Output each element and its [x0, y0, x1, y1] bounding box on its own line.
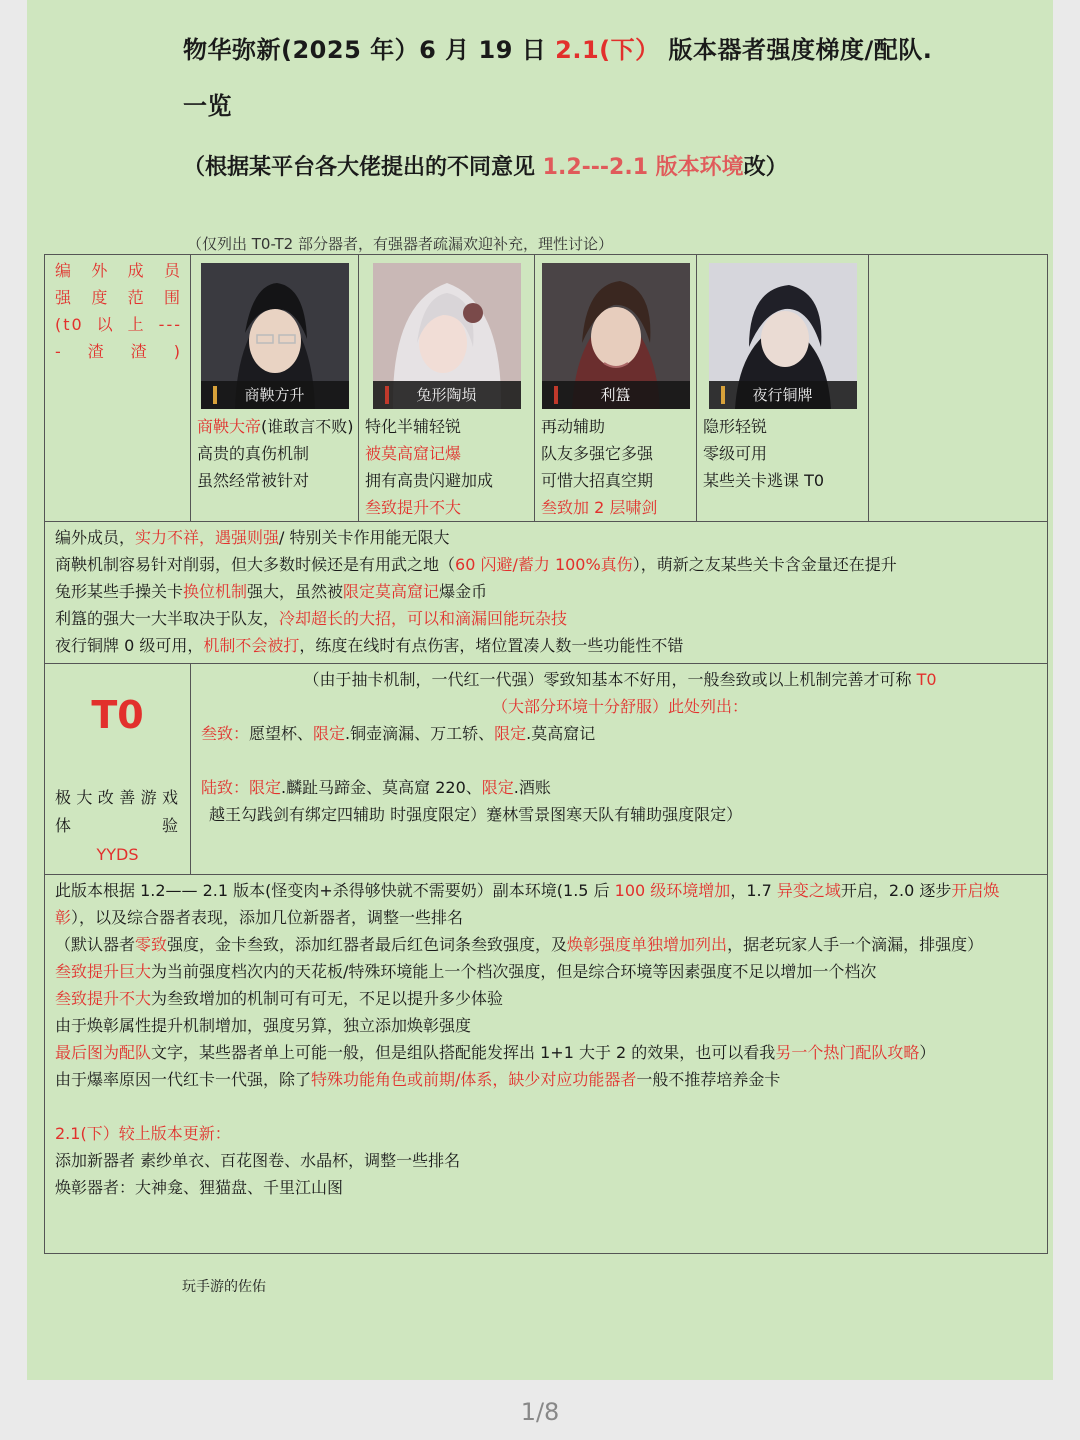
- tier-table: [44, 254, 1048, 1254]
- text-highlight: 叁致提升不大: [55, 989, 152, 1008]
- desc-line: 某些关卡逃课 T0: [703, 471, 825, 490]
- card-name: 商鞅方升: [201, 381, 349, 409]
- note-line: [55, 524, 1037, 551]
- tier-content: [191, 664, 1047, 828]
- text-run: 此版本根据 1.2—— 2.1 版本(怪变肉+杀得够快就不需要奶）副本环境(1.5 后: [55, 881, 615, 900]
- subtitle-pre: （根据某平台各大佬提出的不同意见: [183, 155, 543, 180]
- subtitle-version: 1.2---2.1 版本环境: [542, 155, 744, 180]
- text-run: 爆金币: [439, 582, 488, 601]
- note-line: [55, 632, 1037, 659]
- card-description: [359, 409, 534, 521]
- document-page: [27, 0, 1053, 1380]
- text-run: 文字，某些器者单上可能一般，但是组队搭配能发挥出 1+1 大于 2 的效果，也可以看我: [151, 1043, 776, 1062]
- text-run: / 特别关卡作用能无限大: [279, 528, 450, 547]
- page-title: [183, 22, 943, 134]
- limited-tag: 限定: [481, 778, 514, 797]
- card-description: [191, 409, 358, 494]
- text-highlight: T0: [916, 670, 937, 689]
- text-highlight: 限定莫高窟记: [343, 582, 440, 601]
- spacer: [55, 1093, 1037, 1120]
- text-highlight: 另一个热门配队攻略: [775, 1043, 920, 1062]
- item-text: .莫高窟记: [526, 724, 596, 743]
- empty-cell: [869, 255, 1048, 522]
- text-run: 为当前强度档次内的天花板/特殊环境能上一个档次强度，但是综合环境等因素强度不足以增加一个档次: [151, 962, 877, 981]
- note-line: [55, 931, 1037, 958]
- note-line: [55, 1039, 1037, 1066]
- page-indicator: 1/8: [520, 1398, 560, 1426]
- card-name: 夜行铜牌: [709, 381, 857, 409]
- text-highlight: 零致: [135, 935, 168, 954]
- tier-label: T0: [91, 693, 144, 737]
- text-highlight: 60 闪避/蓄力 100%真伤: [455, 555, 633, 574]
- card-cell: [359, 255, 535, 522]
- text-run: 一般不推荐培养金卡: [636, 1070, 781, 1089]
- desc-highlight: 商鞅大帝: [197, 417, 262, 436]
- text-run: 强大，虽然被: [247, 582, 344, 601]
- text-run: 夜行铜牌 0 级可用，: [55, 636, 204, 655]
- desc-line: 可惜大招真空期: [541, 471, 654, 490]
- spacer: [201, 747, 1039, 774]
- text-highlight: 焕彰强度单独增加列出: [567, 935, 728, 954]
- text-highlight: 100 级环境增加: [614, 881, 731, 900]
- tier-label-cell: [45, 664, 190, 874]
- item-text: .铜壶滴漏、万工轿、: [345, 724, 495, 743]
- text-highlight: 冷却超长的大招，可以和滴漏回能玩杂技: [279, 609, 568, 628]
- subtitle-post: 改）: [743, 155, 788, 180]
- desc-line: 被莫高窟记爆: [365, 444, 462, 463]
- note-line: [55, 578, 1037, 605]
- card-description: [697, 409, 868, 494]
- note-line: [55, 877, 1037, 931]
- limited-tag: 限定: [249, 778, 282, 797]
- desc-line: 特化半辅轻锐: [365, 417, 462, 436]
- desc-line: 再动辅助: [541, 417, 606, 436]
- notes-row: [45, 875, 1048, 1254]
- tier-t0-row: [45, 664, 1048, 875]
- text-run: ），以及综合器者表现，添加几位新器者，调整一些排名: [71, 908, 464, 927]
- title-rest: 版本器者强度梯度/配队.一览: [183, 36, 933, 120]
- text-run: 强度，金卡叁致，添加红器者最后红色词条叁致强度，及: [167, 935, 568, 954]
- desc-line: 零级可用: [703, 444, 768, 463]
- desc-text: (谁敢言不败): [261, 417, 354, 436]
- limited-tag: 限定: [494, 724, 527, 743]
- text-highlight: 异变之域: [776, 881, 841, 900]
- text-highlight: 叁致提升巨大: [55, 962, 152, 981]
- text-highlight: 特殊功能角色或前期/体系，缺少对应功能器者: [311, 1070, 637, 1089]
- tier-lu-list: [201, 774, 1039, 801]
- text-highlight: 开启焕彰: [55, 881, 1000, 927]
- desc-line: 拥有高贵闪避加成: [365, 471, 494, 490]
- author-name: 玩手游的佐佑: [182, 1279, 266, 1295]
- text-highlight: 实力不祥，遇强则强: [135, 528, 280, 547]
- version-notes: [45, 875, 1047, 1205]
- text-run: ，1.7: [730, 881, 777, 900]
- card-name: 兔形陶埙: [373, 381, 521, 409]
- card-description: [535, 409, 696, 521]
- desc-line: 高贵的真伤机制: [197, 444, 310, 463]
- desc-line: 叁致提升不大: [365, 498, 462, 517]
- text-run: （由于抽卡机制，一代红一代强）零致知基本不好用，一般叁致或以上机制完善才可称: [303, 670, 917, 689]
- item-text: 愿望杯、: [249, 724, 314, 743]
- text-run: 利簋的强大一大半取决于队友，: [55, 609, 280, 628]
- character-card-ligui[interactable]: [542, 263, 690, 409]
- text-run: 开启，2.0 逐步: [840, 881, 952, 900]
- extra-row: [45, 522, 1048, 664]
- text-highlight: 最后图为配队: [55, 1043, 152, 1062]
- text-run: 兔形某些手操关卡: [55, 582, 184, 601]
- desc-line: 隐形轻锐: [703, 417, 768, 436]
- text-run: （默认器者: [55, 935, 136, 954]
- title-date: 物华弥新(2025 年）6 月 19 日: [183, 36, 556, 64]
- desc-line: 叁致加 2 层啸剑: [541, 498, 658, 517]
- lu-label: 陆致：: [201, 778, 250, 797]
- text-run: ，练度在线时有点伤害，堵位置凑人数一些功能性不错: [299, 636, 684, 655]
- note-line: [55, 958, 1037, 985]
- item-text: .麟趾马蹄金、莫高窟 220、: [281, 778, 482, 797]
- note-line: 由于焕彰属性提升机制增加，强度另算，独立添加焕彰强度: [55, 1016, 472, 1035]
- text-run: 编外成员，: [55, 528, 136, 547]
- roster-label-line: 强度范围: [55, 288, 182, 307]
- extra-members-notes: [45, 522, 1047, 663]
- san-label: 叁致：: [201, 724, 250, 743]
- character-card-shangyang[interactable]: [201, 263, 349, 409]
- text-run: 商鞅机制容易针对削弱，但大多数时候还是有用武之地（: [55, 555, 456, 574]
- text-run: ，据老玩家人手一个滴漏，排强度）: [727, 935, 984, 954]
- roster-label-line: (t0以上---: [55, 315, 182, 334]
- desc-line: [197, 413, 358, 440]
- limited-tag: 限定: [313, 724, 346, 743]
- scope-note: （仅列出 T0-T2 部分器者，有强器者疏漏欢迎补充，理性讨论）: [187, 235, 613, 253]
- page-subtitle: [183, 150, 983, 181]
- character-card-tuxing[interactable]: [373, 263, 521, 409]
- card-name: 利簋: [542, 381, 690, 409]
- tier-desc-line: 极大改善游戏: [55, 788, 180, 807]
- roster-row: [45, 255, 1048, 522]
- update-heading: 2.1(下）较上版本更新：: [55, 1124, 231, 1143]
- tier-intro: [201, 666, 1039, 693]
- item-text: .酒账: [513, 778, 551, 797]
- tier-tagline: YYDS: [96, 845, 139, 864]
- card-cell: [697, 255, 869, 522]
- tier-san-list: [201, 720, 1039, 747]
- tier-lu-note: 越王勾践剑有绑定四辅助 时强度限定）蹇林雪景图寒天队有辅助强度限定）: [209, 805, 743, 824]
- note-line: [55, 985, 1037, 1012]
- text-highlight: 换位机制: [183, 582, 248, 601]
- roster-label-line: 编外成员: [55, 261, 182, 280]
- tier-desc-line: 体验: [55, 816, 180, 835]
- note-line: [55, 1066, 1037, 1093]
- tier-description: [55, 784, 180, 840]
- text-highlight: 机制不会被打: [203, 636, 300, 655]
- card-cell: [535, 255, 697, 522]
- roster-label: [45, 255, 190, 365]
- tier-intro-note: （大部分环境十分舒服）此处列出：: [491, 697, 748, 716]
- text-run: 由于爆率原因一代红卡一代强，除了: [55, 1070, 312, 1089]
- update-line: 添加新器者 素纱单衣、百花图卷、水晶杯，调整一些排名: [55, 1151, 461, 1170]
- character-card-yexing[interactable]: [709, 263, 857, 409]
- title-version: 2.1(下）: [555, 36, 660, 64]
- text-run: 为叁致增加的机制可有可无，不足以提升多少体验: [151, 989, 504, 1008]
- desc-line: 队友多强它多强: [541, 444, 654, 463]
- note-line: [55, 551, 1037, 578]
- card-cell: [191, 255, 359, 522]
- text-run: ）: [919, 1043, 936, 1062]
- text-run: ），萌新之友某些关卡含金量还在提升: [632, 555, 897, 574]
- note-line: [55, 605, 1037, 632]
- desc-line: 虽然经常被针对: [197, 471, 310, 490]
- roster-label-line: -渣渣): [55, 342, 182, 361]
- update-line: 焕彰器者：大神龛、狸猫盘、千里江山图: [55, 1178, 344, 1197]
